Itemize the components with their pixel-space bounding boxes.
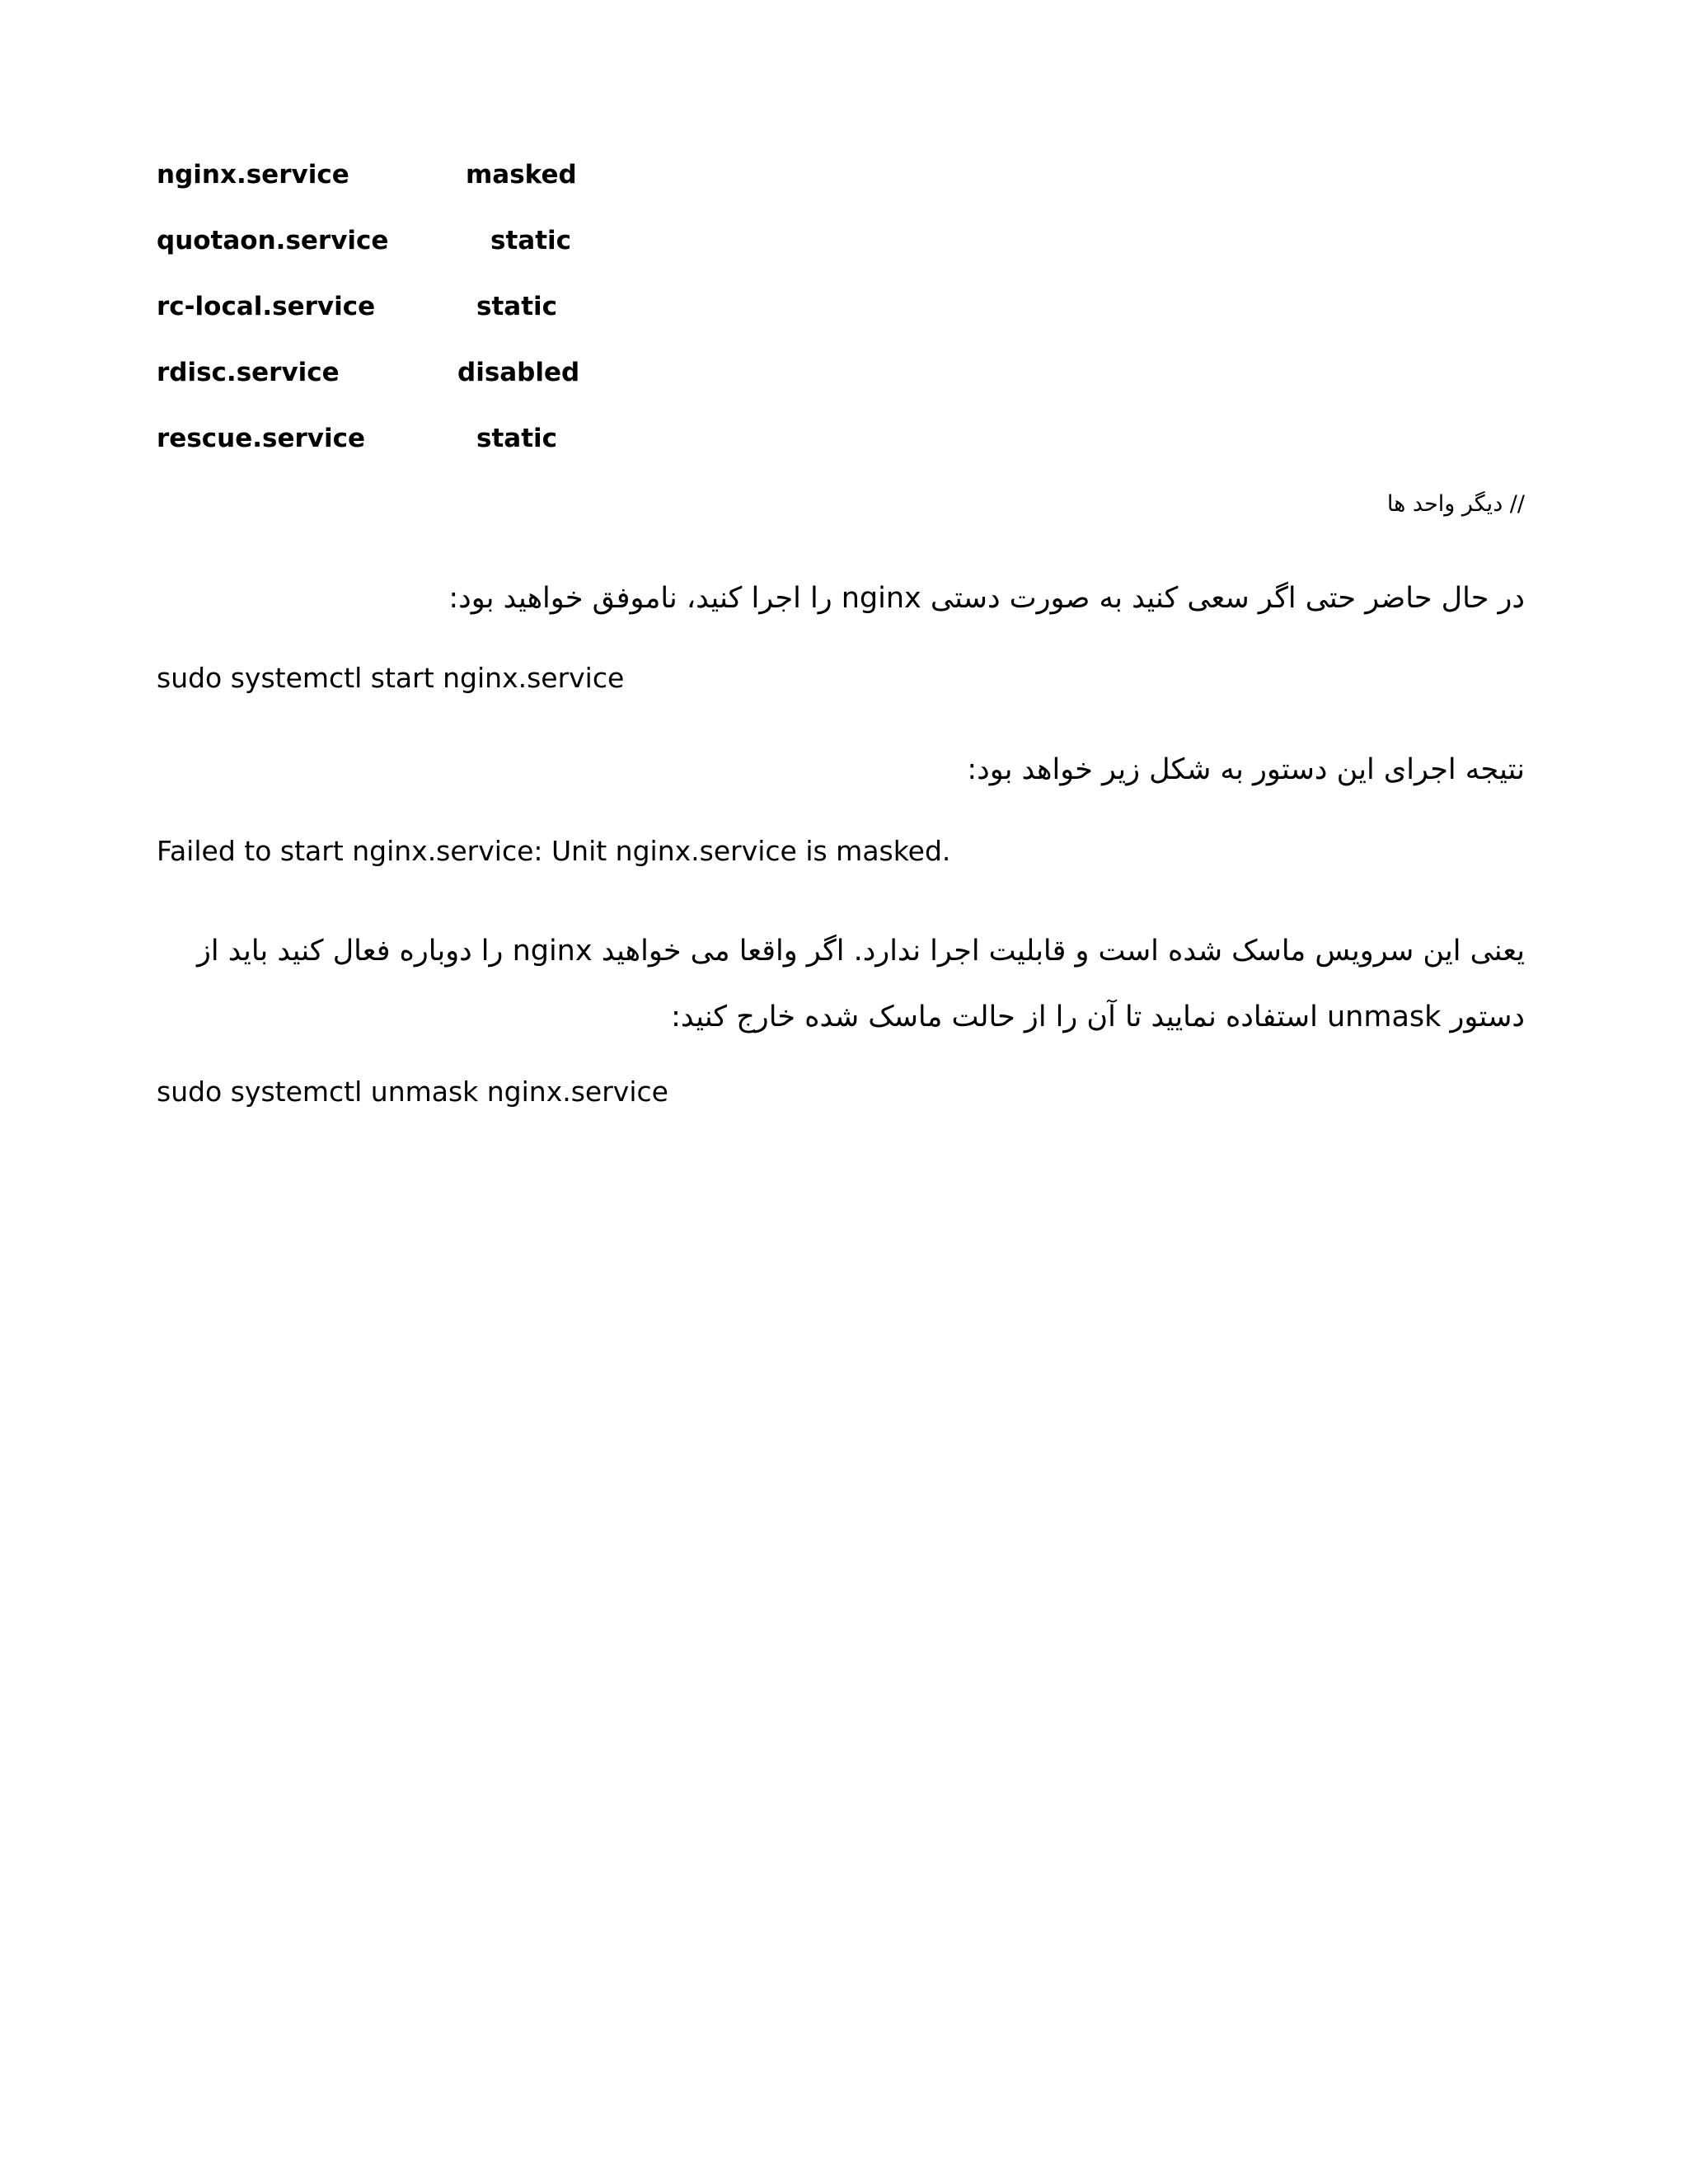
paragraph-explain-line: یعنی این سرویس ماسک شده است و قابلیت اجرا ندارد. اگر واقعا می خواهید nginx را دوباره فعال کنید باید از xyxy=(197,935,1525,968)
unit-row xyxy=(157,148,585,214)
unit-row xyxy=(157,412,585,478)
unit-name: quotaon.service xyxy=(157,226,389,255)
error-output: Failed to start nginx.service: Unit nginx.service is masked. xyxy=(157,835,951,867)
unit-state: static xyxy=(476,424,558,453)
unit-list xyxy=(157,148,585,478)
unit-name: rdisc.service xyxy=(157,358,340,387)
unit-row xyxy=(157,346,585,412)
unit-row xyxy=(157,214,585,280)
unit-state: static xyxy=(476,292,558,321)
unit-state: static xyxy=(490,226,572,255)
unit-name: rc-local.service xyxy=(157,292,376,321)
unit-state: disabled xyxy=(457,358,580,387)
code-comment: // دیگر واحد ها xyxy=(1386,491,1525,517)
paragraph-explain xyxy=(157,918,1525,1050)
command-unmask: sudo systemctl unmask nginx.service xyxy=(157,1076,668,1108)
paragraph-result: نتیجه اجرای این دستور به شکل زیر خواهد بود: xyxy=(967,753,1525,786)
unit-name: rescue.service xyxy=(157,424,366,453)
paragraph-start-attempt: در حال حاضر حتی اگر سعی کنید به صورت دستی nginx را اجرا کنید، ناموفق خواهید بود: xyxy=(448,582,1525,615)
paragraph-explain-line: دستور unmask استفاده نمایید تا آن را از حالت ماسک شده خارج کنید: xyxy=(671,1001,1525,1033)
unit-state: masked xyxy=(466,160,577,190)
unit-name: nginx.service xyxy=(157,160,349,190)
command-start: sudo systemctl start nginx.service xyxy=(157,662,625,694)
unit-row xyxy=(157,280,585,346)
